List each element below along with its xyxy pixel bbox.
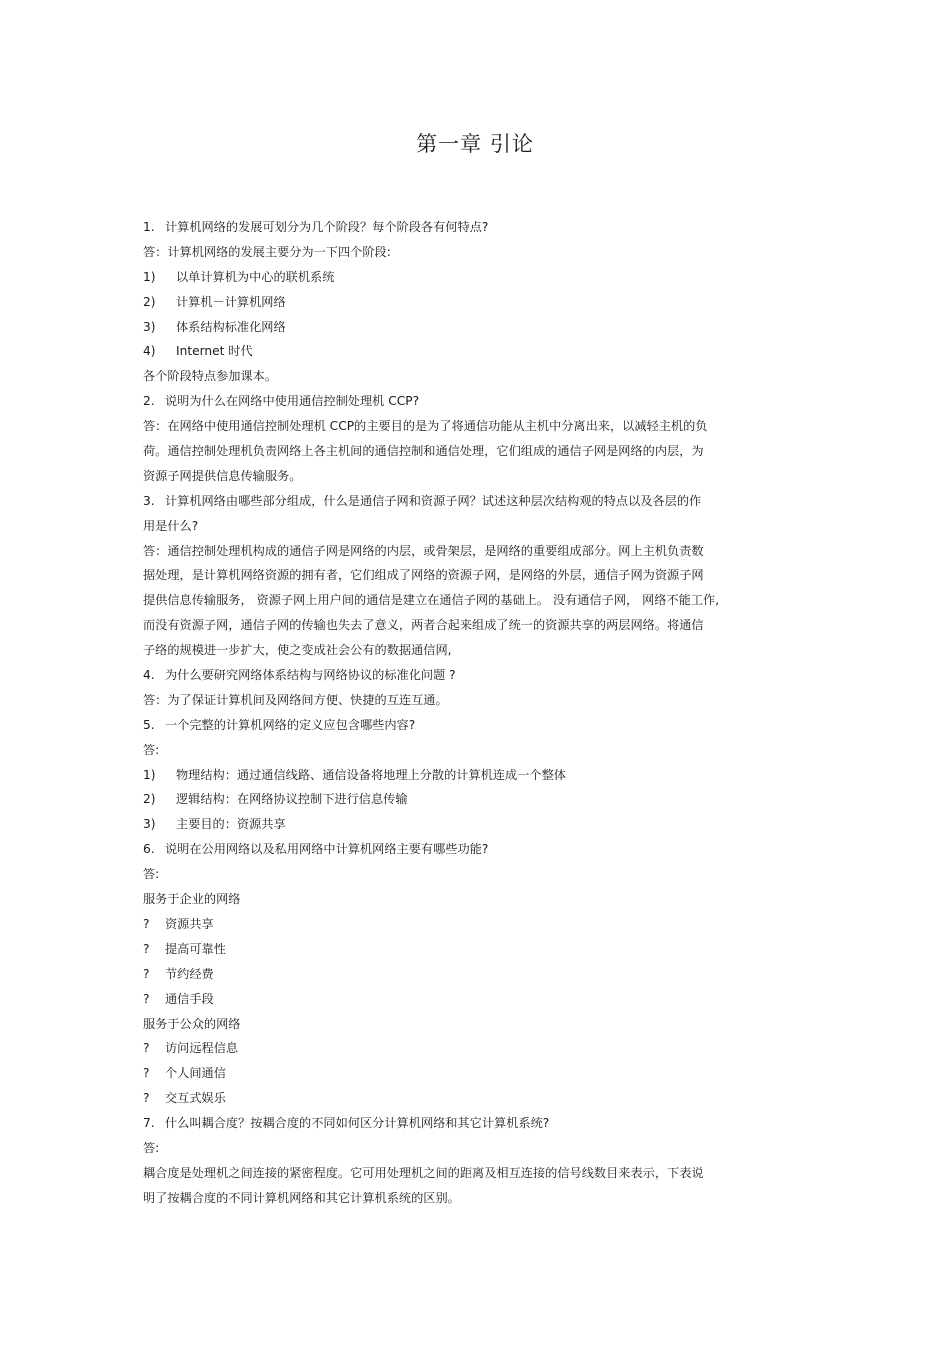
item-number: 2): [143, 294, 156, 309]
bullet-marker: ?: [143, 916, 150, 931]
bullet-item: [143, 1086, 823, 1111]
line-text: 逻辑结构：在网络协议控制下进行信息传输: [176, 792, 408, 807]
document-body: [143, 215, 823, 1211]
line-text: 说明为什么在网络中使用通信控制处理机 CCP?: [165, 394, 420, 409]
line-text: 据处理，是计算机网络资源的拥有者，它们组成了网络的资源子网，是网络的外层，通信子网为资源子网: [143, 568, 704, 583]
numbered-item: [143, 812, 823, 837]
line-text: 答：计算机网络的发展主要分为一下四个阶段:: [143, 244, 391, 259]
line-text: 通信手段: [165, 991, 214, 1006]
bullet-item: [143, 987, 823, 1012]
line-text: 子络的规模进一步扩大，使之变成社会公有的数据通信网,: [143, 643, 452, 658]
item-number: 1): [143, 269, 156, 284]
line-text: 答：通信控制处理机构成的通信子网是网络的内层，或骨架层，是网络的重要组成部分。网上主机负责数: [143, 543, 704, 558]
paragraph-line: [143, 414, 823, 439]
line-text: 荷。通信控制处理机负责网络上各主机间的通信控制和通信处理，它们组成的通信子网是网络的内层，为: [143, 444, 704, 459]
line-text: 各个阶段特点参加课本。: [143, 369, 278, 384]
question-line: [143, 663, 823, 688]
line-text: 一个完整的计算机网络的定义应包含哪些内容?: [165, 717, 416, 732]
line-text: 体系结构标准化网络: [176, 319, 286, 334]
line-text: 提高可靠性: [165, 941, 226, 956]
question-line: [143, 389, 823, 414]
line-text: 答：为了保证计算机间及网络间方便、快捷的互连互通。: [143, 692, 448, 707]
item-number: 5.: [143, 717, 155, 732]
question-line: [143, 489, 823, 514]
line-text: 节约经费: [165, 966, 214, 981]
line-text: 用是什么?: [143, 518, 199, 533]
item-number: 3): [143, 319, 156, 334]
paragraph-line: [143, 563, 823, 588]
item-number: 1.: [143, 220, 155, 234]
line-text: 答:: [143, 1140, 160, 1155]
bullet-marker: ?: [143, 941, 150, 956]
bullet-marker: ?: [143, 966, 150, 981]
bullet-marker: ?: [143, 991, 150, 1006]
paragraph-line: [143, 887, 823, 912]
line-text: 说明在公用网络以及私用网络中计算机网络主要有哪些功能?: [165, 842, 489, 857]
bullet-item: [143, 1061, 823, 1086]
bullet-marker: ?: [143, 1066, 150, 1081]
paragraph-line: [143, 1012, 823, 1037]
item-number: 2): [143, 792, 156, 807]
item-number: 2.: [143, 394, 155, 409]
numbered-item: [143, 787, 823, 812]
item-number: 1): [143, 767, 156, 782]
paragraph-line: [143, 364, 823, 389]
line-text: 明了按耦合度的不同计算机网络和其它计算机系统的区别。: [143, 1190, 460, 1205]
bullet-marker: ?: [143, 1041, 150, 1056]
paragraph-line: [143, 613, 823, 638]
line-text: 资源共享: [165, 916, 214, 931]
line-text: 计算机网络的发展可划分为几个阶段？每个阶段各有何特点?: [165, 220, 489, 234]
item-number: 4.: [143, 668, 155, 683]
item-number: 4): [143, 344, 156, 359]
line-text: 为什么要研究网络体系结构与网络协议的标准化问题 ?: [165, 668, 456, 683]
line-text: 提供信息传输服务， 资源子网上用户间的通信是建立在通信子网的基础上。 没有通信子网， 网络不能工作,: [143, 593, 720, 608]
bullet-item: [143, 937, 823, 962]
numbered-item: [143, 339, 823, 364]
line-text: 而没有资源子网，通信子网的传输也失去了意义，两者合起来组成了统一的资源共享的两层网络。将通信: [143, 618, 704, 633]
question-line: [143, 837, 823, 862]
numbered-item: [143, 265, 823, 290]
item-number: 3): [143, 817, 156, 832]
line-text: 服务于公众的网络: [143, 1016, 241, 1031]
page-title: 第一章 引论: [416, 132, 534, 156]
line-text: 答:: [143, 867, 160, 882]
bullet-item: [143, 962, 823, 987]
line-text: 什么叫耦合度？按耦合度的不同如何区分计算机网络和其它计算机系统?: [165, 1116, 550, 1131]
question-line: [143, 1111, 823, 1136]
line-text: 个人间通信: [165, 1066, 226, 1081]
paragraph-line: [143, 439, 823, 464]
item-number: 3.: [143, 493, 155, 508]
paragraph-line: [143, 1186, 823, 1211]
paragraph-line: [143, 638, 823, 663]
line-text: 耦合度是处理机之间连接的紧密程度。它可用处理机之间的距离及相互连接的信号线数目来表示，下表说: [143, 1165, 704, 1180]
paragraph-line: [143, 588, 823, 613]
bullet-marker: ?: [143, 1091, 150, 1106]
paragraph-line: [143, 738, 823, 763]
line-text: 资源子网提供信息传输服务。: [143, 468, 302, 483]
line-text: 物理结构：通过通信线路、通信设备将地理上分散的计算机连成一个整体: [176, 767, 566, 782]
line-text: 计算机－计算机网络: [176, 294, 286, 309]
bullet-item: [143, 1036, 823, 1061]
line-text: 访问远程信息: [165, 1041, 239, 1056]
paragraph-line: [143, 862, 823, 887]
numbered-item: [143, 315, 823, 340]
line-text: 计算机网络由哪些部分组成，什么是通信子网和资源子网？试述这种层次结构观的特点以及各层的作: [165, 493, 702, 508]
line-text: 答:: [143, 742, 160, 757]
line-text: Internet 时代: [176, 344, 253, 359]
paragraph-line: [143, 539, 823, 564]
question-line: [143, 215, 823, 240]
line-text: 服务于企业的网络: [143, 892, 241, 907]
paragraph-line: [143, 240, 823, 265]
line-text: 以单计算机为中心的联机系统: [176, 269, 335, 284]
item-number: 7.: [143, 1116, 155, 1131]
item-number: 6.: [143, 842, 155, 857]
paragraph-line: [143, 514, 823, 539]
numbered-item: [143, 763, 823, 788]
paragraph-line: [143, 688, 823, 713]
bullet-item: [143, 912, 823, 937]
paragraph-line: [143, 464, 823, 489]
line-text: 交互式娱乐: [165, 1091, 226, 1106]
numbered-item: [143, 290, 823, 315]
question-line: [143, 713, 823, 738]
line-text: 主要目的：资源共享: [176, 817, 286, 832]
line-text: 答：在网络中使用通信控制处理机 CCP的主要目的是为了将通信功能从主机中分离出来，以减轻主机的负: [143, 419, 708, 434]
paragraph-line: [143, 1161, 823, 1186]
paragraph-line: [143, 1136, 823, 1161]
